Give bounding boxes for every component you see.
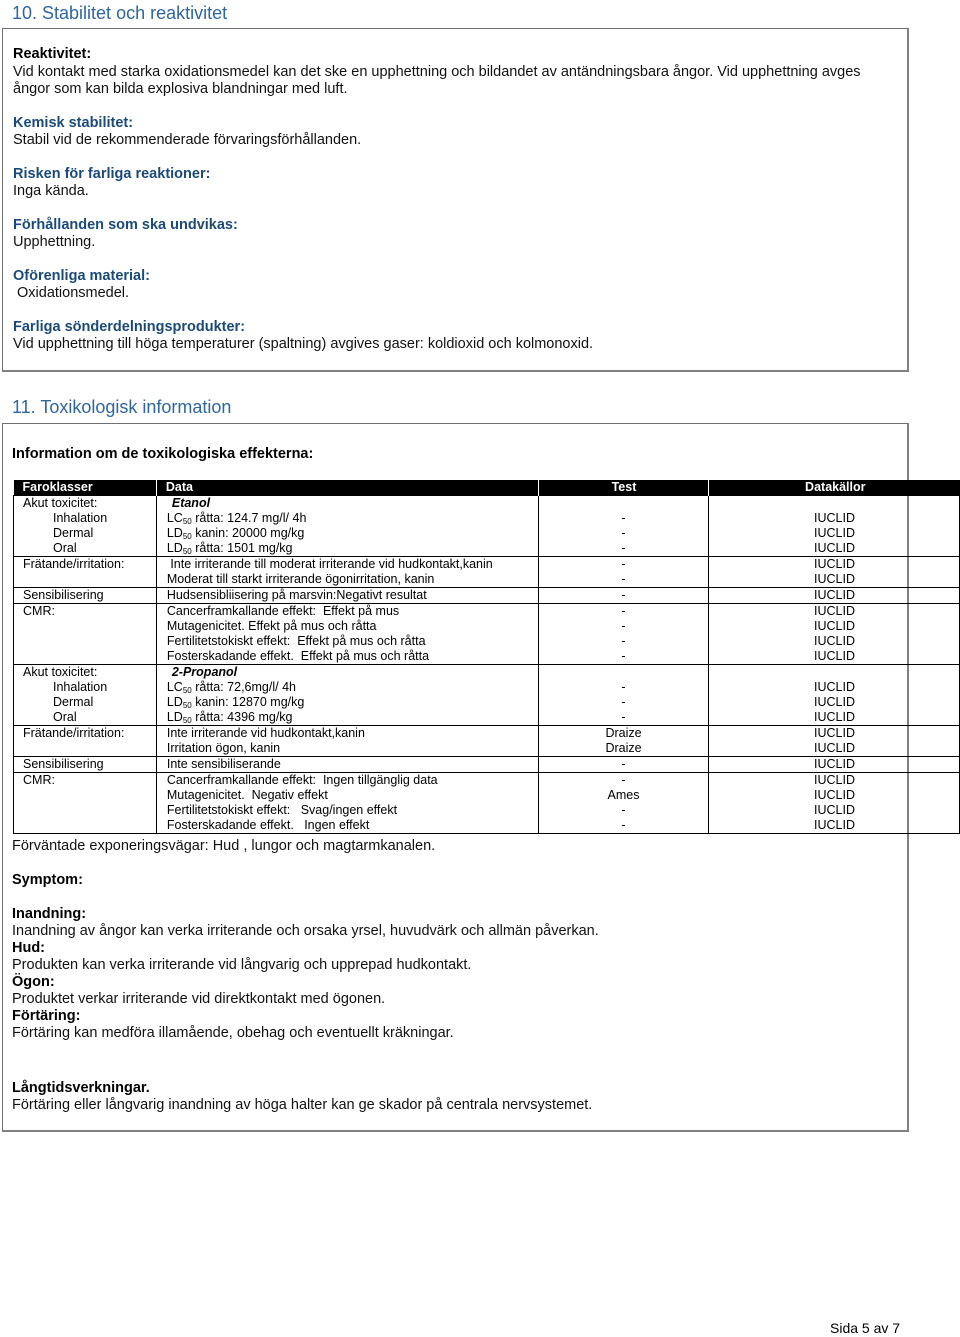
table-row bbox=[14, 557, 960, 573]
measure-subscript: 50 bbox=[182, 686, 192, 695]
measure-value: råtta: 124.7 mg/l/ 4h bbox=[191, 511, 307, 525]
data-cell: Cancerframkallande effekt: Effekt på mus bbox=[156, 604, 538, 620]
source-cell: IUCLID bbox=[709, 741, 960, 757]
source-cell bbox=[709, 496, 960, 512]
test-cell: - bbox=[538, 803, 709, 818]
section-10-title: 10. Stabilitet och reaktivitet bbox=[12, 3, 228, 23]
hazard-class-cell: CMR: bbox=[14, 604, 157, 620]
eyes-heading: Ögon: bbox=[12, 974, 55, 990]
test-cell: Draize bbox=[538, 726, 709, 742]
measure-value: kanin: 20000 mg/kg bbox=[191, 526, 305, 540]
long-term-effects-text: Förtäring eller långvarig inandning av höga halter kan ge skador på centrala nervsystemet. bbox=[12, 1097, 593, 1113]
data-cell bbox=[156, 526, 538, 541]
table-row bbox=[14, 572, 960, 588]
skin-text: Produkten kan verka irriterande vid långvarig och upprepad hudkontakt. bbox=[12, 957, 472, 973]
hazardous-reactions-heading: Risken för farliga reaktioner: bbox=[13, 166, 211, 182]
table-row bbox=[14, 710, 960, 726]
hazard-class-cell: Akut toxicitet: bbox=[14, 665, 157, 681]
col-header-data: Data bbox=[156, 480, 538, 496]
reactivity-heading: Reaktivitet: bbox=[13, 46, 92, 62]
hazard-class-cell: Inhalation bbox=[14, 680, 157, 695]
hazard-class-cell bbox=[14, 649, 157, 665]
chemical-stability-heading: Kemisk stabilitet: bbox=[13, 115, 134, 131]
hazard-class-cell: Inhalation bbox=[14, 511, 157, 526]
source-cell: IUCLID bbox=[709, 572, 960, 588]
measure-value: råtta: 4396 mg/kg bbox=[191, 710, 293, 724]
measure-subscript: 50 bbox=[182, 701, 192, 710]
table-row bbox=[14, 803, 960, 818]
data-cell bbox=[156, 695, 538, 710]
skin-heading: Hud: bbox=[12, 940, 46, 956]
measure-type: LD bbox=[166, 710, 183, 724]
table-row bbox=[14, 726, 960, 742]
test-cell: - bbox=[538, 649, 709, 665]
data-cell: Inte irriterande till moderat irriterande vid hudkontakt,kanin bbox=[156, 557, 538, 573]
symptom-heading: Symptom: bbox=[12, 872, 83, 888]
source-cell: IUCLID bbox=[709, 649, 960, 665]
measure-value: råtta: 72,6mg/l/ 4h bbox=[191, 680, 296, 694]
decomposition-products-text: Vid upphettning till höga temperaturer (spaltning) avgives gaser: koldioxid och kolmonoxid. bbox=[13, 336, 594, 352]
hazard-class-cell: Dermal bbox=[14, 526, 157, 541]
toxicology-table bbox=[13, 480, 960, 834]
conditions-to-avoid-text: Upphettning. bbox=[13, 234, 96, 250]
source-cell: IUCLID bbox=[709, 619, 960, 634]
conditions-to-avoid-heading: Förhållanden som ska undvikas: bbox=[13, 217, 238, 233]
measure-type: LD bbox=[166, 695, 183, 709]
table-row bbox=[14, 665, 960, 681]
source-cell: IUCLID bbox=[709, 788, 960, 803]
test-cell: - bbox=[538, 695, 709, 710]
source-cell: IUCLID bbox=[709, 726, 960, 742]
data-cell: Irritation ögon, kanin bbox=[156, 741, 538, 757]
exposure-routes: Förväntade exponeringsvägar: Hud , lungor och magtarmkanalen. bbox=[12, 838, 436, 854]
hazard-class-cell bbox=[14, 803, 157, 818]
data-cell: 2-Propanol bbox=[156, 665, 538, 681]
data-cell: Fosterskadande effekt. Ingen effekt bbox=[156, 818, 538, 834]
measure-subscript: 50 bbox=[182, 716, 192, 725]
test-cell: - bbox=[538, 619, 709, 634]
table-row bbox=[14, 773, 960, 789]
hazard-class-cell bbox=[14, 788, 157, 803]
source-cell: IUCLID bbox=[709, 695, 960, 710]
measure-value: råtta: 1501 mg/kg bbox=[191, 541, 293, 555]
table-row bbox=[14, 511, 960, 526]
incompatible-materials-text: Oxidationsmedel. bbox=[13, 285, 130, 301]
decomposition-products-heading: Farliga sönderdelningsprodukter: bbox=[13, 319, 246, 335]
test-cell: - bbox=[538, 541, 709, 557]
table-row bbox=[14, 496, 960, 512]
inhalation-text: Inandning av ångor kan verka irriterande och orsaka yrsel, huvudvärk och allmän påverkan. bbox=[12, 923, 599, 939]
section-11-title: 11. Toxikologisk information bbox=[12, 397, 232, 417]
source-cell: IUCLID bbox=[709, 773, 960, 789]
source-cell: IUCLID bbox=[709, 557, 960, 573]
measure-value: kanin: 12870 mg/kg bbox=[191, 695, 305, 709]
reactivity-line-1: Vid kontakt med starka oxidationsmedel kan det ske en upphettning och bildandet av antändningsbara ångor. Vid upphettning avges bbox=[13, 64, 861, 80]
measure-type: LC bbox=[166, 680, 183, 694]
data-cell: Moderat till starkt irriterande ögonirritation, kanin bbox=[156, 572, 538, 588]
data-cell bbox=[156, 541, 538, 557]
data-cell: Mutagenicitet. Negativ effekt bbox=[156, 788, 538, 803]
test-cell bbox=[538, 665, 709, 681]
source-cell: IUCLID bbox=[709, 634, 960, 649]
data-cell: Fertilitetstokiskt effekt: Effekt på mus och råtta bbox=[156, 634, 538, 649]
hazard-class-cell: Frätande/irritation: bbox=[14, 726, 157, 742]
test-cell: - bbox=[538, 773, 709, 789]
hazard-class-cell: Oral bbox=[14, 541, 157, 557]
hazard-class-cell: Dermal bbox=[14, 695, 157, 710]
chemical-stability-text: Stabil vid de rekommenderade förvaringsförhållanden. bbox=[13, 132, 362, 148]
hazard-class-cell bbox=[14, 741, 157, 757]
col-header-test: Test bbox=[538, 480, 709, 496]
test-cell: - bbox=[538, 604, 709, 620]
table-row bbox=[14, 619, 960, 634]
hazardous-reactions-text: Inga kända. bbox=[13, 183, 89, 199]
source-cell: IUCLID bbox=[709, 818, 960, 834]
table-row bbox=[14, 788, 960, 803]
measure-type: LD bbox=[166, 541, 183, 555]
data-cell bbox=[156, 710, 538, 726]
table-row bbox=[14, 741, 960, 757]
table-row bbox=[14, 649, 960, 665]
source-cell: IUCLID bbox=[709, 803, 960, 818]
table-row bbox=[14, 818, 960, 834]
source-cell bbox=[709, 665, 960, 681]
test-cell: - bbox=[538, 511, 709, 526]
table-row bbox=[14, 588, 960, 604]
measure-type: LD bbox=[166, 526, 183, 540]
measure-type: LC bbox=[166, 511, 183, 525]
data-cell bbox=[156, 511, 538, 526]
source-cell: IUCLID bbox=[709, 526, 960, 541]
page-number: Sida 5 av 7 bbox=[830, 1320, 901, 1336]
measure-subscript: 50 bbox=[182, 547, 192, 556]
data-cell: Cancerframkallande effekt: Ingen tillgänglig data bbox=[156, 773, 538, 789]
data-cell: Fertilitetstokiskt effekt: Svag/ingen effekt bbox=[156, 803, 538, 818]
table-row bbox=[14, 680, 960, 695]
ingestion-text: Förtäring kan medföra illamående, obehag och eventuellt kräkningar. bbox=[12, 1025, 454, 1041]
data-cell: Fosterskadande effekt. Effekt på mus och råtta bbox=[156, 649, 538, 665]
col-header-sources: Datakällor bbox=[709, 480, 960, 496]
table-header-row bbox=[14, 480, 960, 496]
hazard-class-cell: Oral bbox=[14, 710, 157, 726]
data-cell bbox=[156, 680, 538, 695]
test-cell: - bbox=[538, 634, 709, 649]
test-cell bbox=[538, 496, 709, 512]
source-cell: IUCLID bbox=[709, 588, 960, 604]
source-cell: IUCLID bbox=[709, 511, 960, 526]
ingestion-heading: Förtäring: bbox=[12, 1008, 81, 1024]
hazard-class-cell: Sensibilisering bbox=[14, 757, 157, 773]
inhalation-heading: Inandning: bbox=[12, 906, 87, 922]
long-term-effects-heading: Långtidsverkningar. bbox=[12, 1080, 150, 1096]
table-row bbox=[14, 604, 960, 620]
hazard-class-cell: Frätande/irritation: bbox=[14, 557, 157, 573]
measure-subscript: 50 bbox=[182, 517, 192, 526]
data-cell: Mutagenicitet. Effekt på mus och råtta bbox=[156, 619, 538, 634]
test-cell: - bbox=[538, 557, 709, 573]
table-body bbox=[14, 496, 960, 834]
test-cell: Ames bbox=[538, 788, 709, 803]
test-cell: - bbox=[538, 526, 709, 541]
test-cell: - bbox=[538, 588, 709, 604]
hazard-class-cell: Sensibilisering bbox=[14, 588, 157, 604]
source-cell: IUCLID bbox=[709, 604, 960, 620]
source-cell: IUCLID bbox=[709, 680, 960, 695]
incompatible-materials-heading: Oförenliga material: bbox=[13, 268, 150, 284]
hazard-class-cell: Akut toxicitet: bbox=[14, 496, 157, 512]
hazard-class-cell bbox=[14, 818, 157, 834]
data-cell: Inte sensibiliserande bbox=[156, 757, 538, 773]
toxicological-effects-heading: Information om de toxikologiska effekterna: bbox=[12, 446, 314, 462]
measure-subscript: 50 bbox=[182, 532, 192, 541]
col-header-hazard-class: Faroklasser bbox=[14, 480, 157, 496]
section-10-box bbox=[2, 28, 909, 372]
source-cell: IUCLID bbox=[709, 710, 960, 726]
source-cell: IUCLID bbox=[709, 541, 960, 557]
hazard-class-cell bbox=[14, 634, 157, 649]
test-cell: - bbox=[538, 680, 709, 695]
test-cell: Draize bbox=[538, 741, 709, 757]
eyes-text: Produktet verkar irriterande vid direktkontakt med ögonen. bbox=[12, 991, 386, 1007]
source-cell: IUCLID bbox=[709, 757, 960, 773]
hazard-class-cell bbox=[14, 572, 157, 588]
data-cell: Hudsensibliisering på marsvin:Negativt resultat bbox=[156, 588, 538, 604]
reactivity-line-2: ångor som kan bilda explosiva blandningar med luft. bbox=[13, 81, 348, 97]
data-cell: Etanol bbox=[156, 496, 538, 512]
table-row bbox=[14, 541, 960, 557]
hazard-class-cell: CMR: bbox=[14, 773, 157, 789]
table-row bbox=[14, 634, 960, 649]
table-row bbox=[14, 695, 960, 710]
hazard-class-cell bbox=[14, 619, 157, 634]
table-row bbox=[14, 526, 960, 541]
data-cell: Inte irriterande vid hudkontakt,kanin bbox=[156, 726, 538, 742]
test-cell: - bbox=[538, 757, 709, 773]
test-cell: - bbox=[538, 572, 709, 588]
test-cell: - bbox=[538, 710, 709, 726]
table-row bbox=[14, 757, 960, 773]
test-cell: - bbox=[538, 818, 709, 834]
